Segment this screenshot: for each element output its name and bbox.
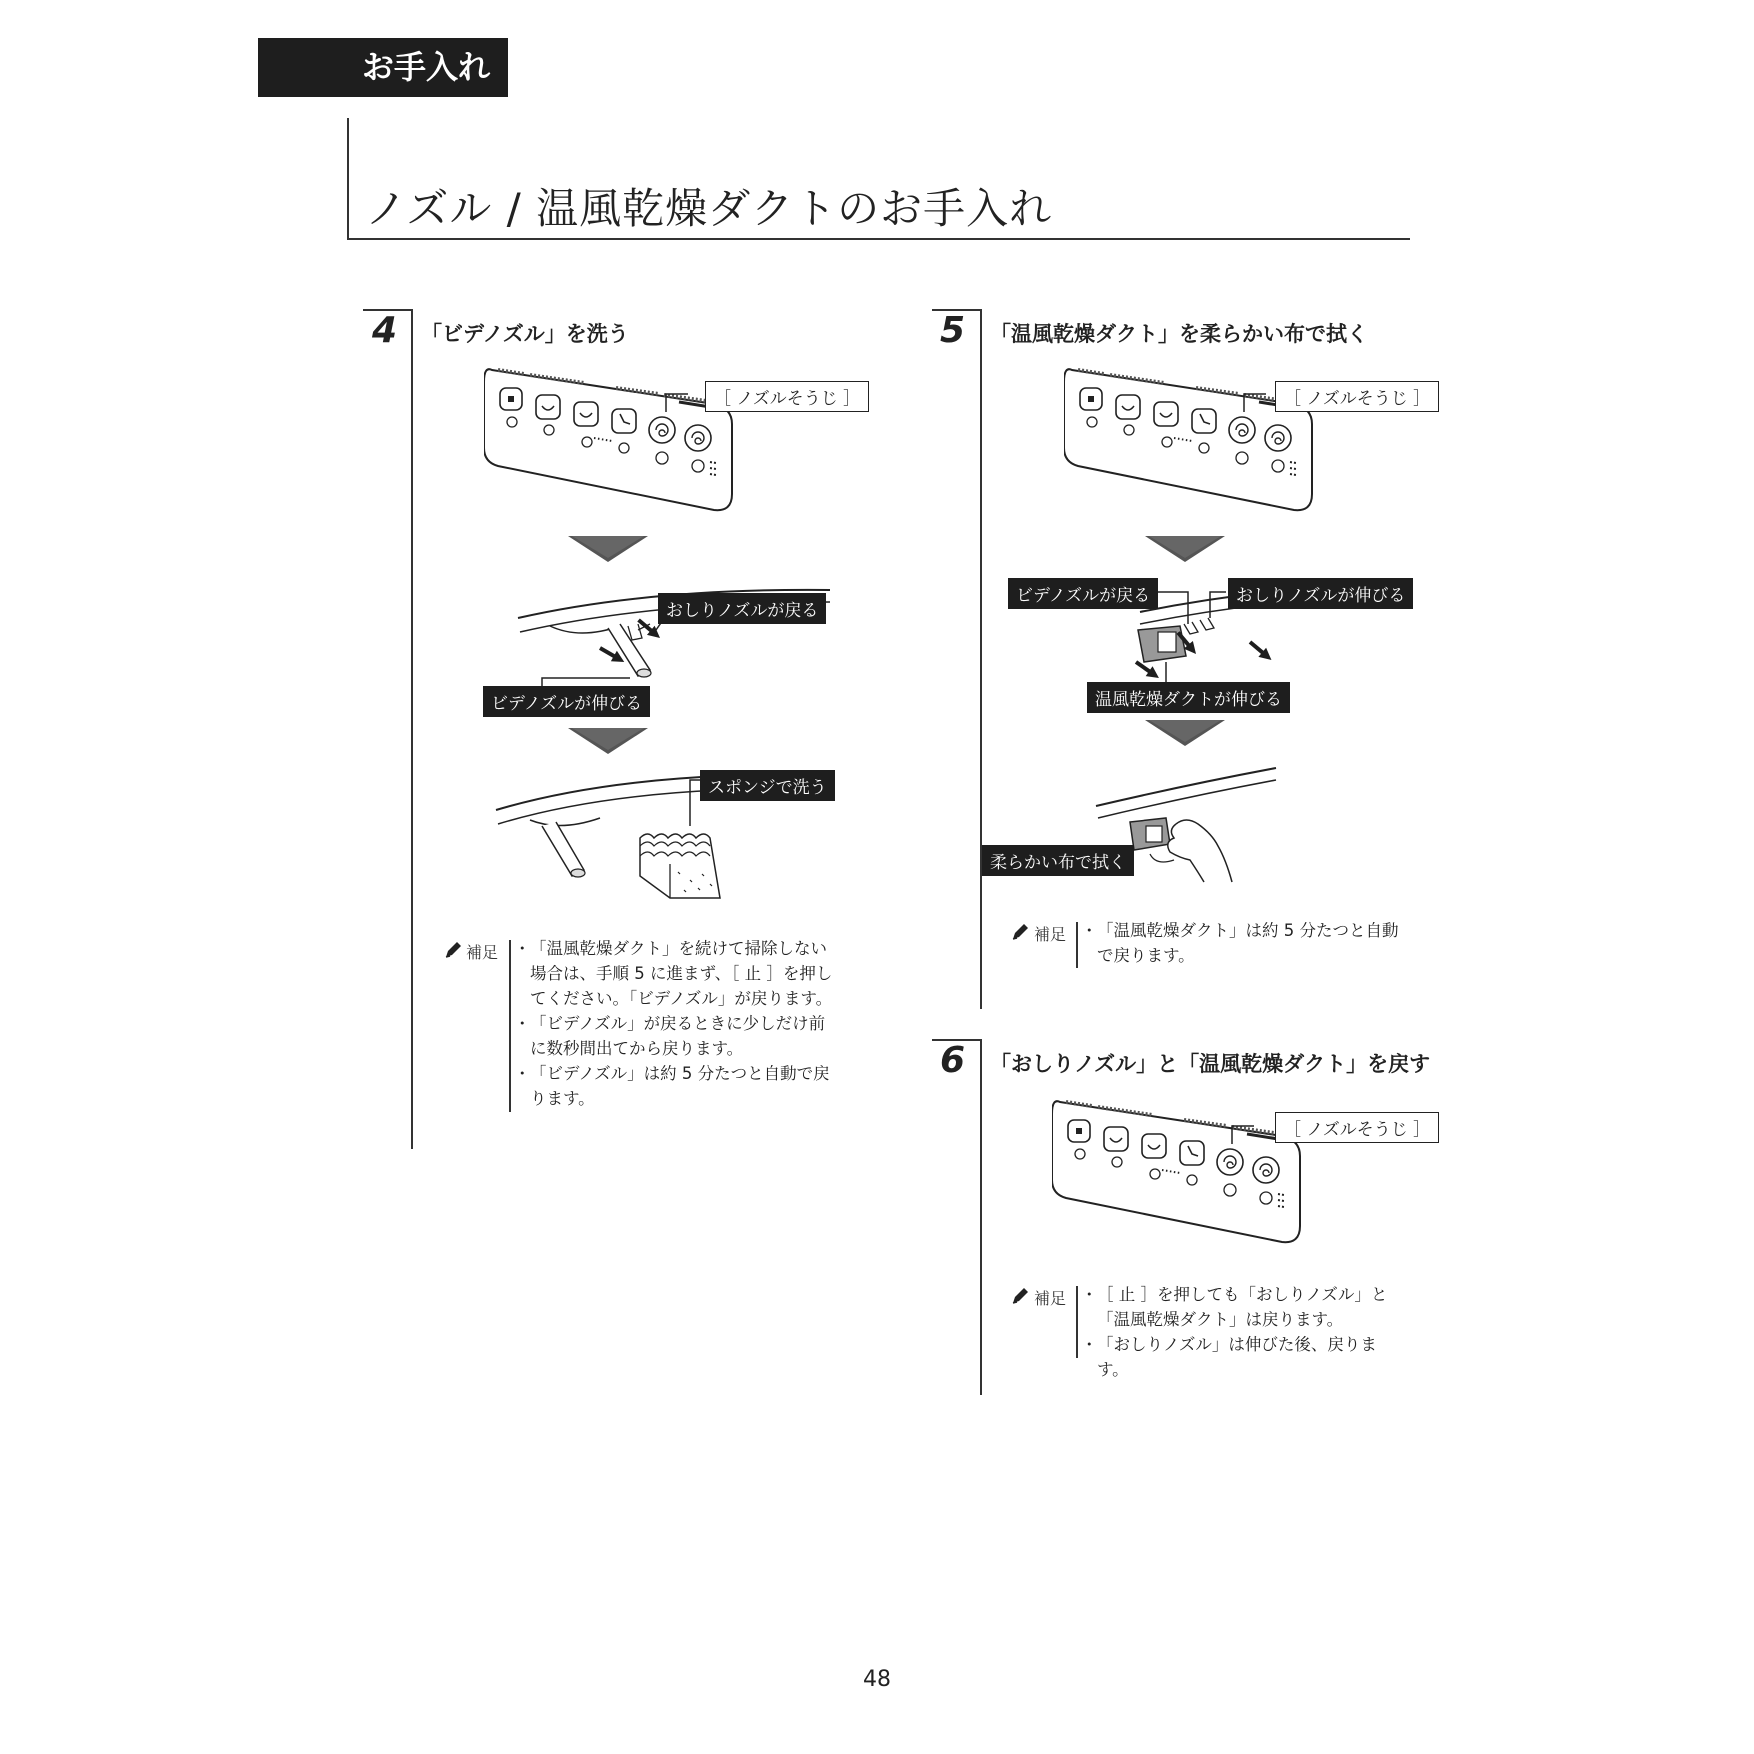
step-4-label-oshiri-return: おしりノズルが戻る [658,593,826,624]
step-4-down-arrow-1 [568,536,648,564]
note-item: ・ 「ビデノズル」が戻るときに少しだけ前に数秒間出てから戻ります。 [516,1011,836,1061]
note-item: ・ 「ビデノズル」は約 5 分たつと自動で戻ります。 [516,1061,836,1111]
step-6-title: 「おしりノズル」と「温風乾燥ダクト」を戻す [990,1052,1431,1076]
step-5-note-bar [1076,922,1078,968]
step-4-vline [411,309,413,1149]
step-5-down-arrow-2 [1145,720,1225,748]
step-5-nozzle-clean-callout: ［ ノズルそうじ ］ [1275,381,1439,412]
note-item: ・ 「おしりノズル」は伸びた後、戻ります。 [1083,1332,1403,1382]
step-6-note-bar [1076,1286,1078,1358]
title-rule-horizontal [347,238,1410,240]
note-item: ・ ［ 止 ］を押しても「おしりノズル」と「温風乾燥ダクト」は戻ります。 [1083,1282,1403,1332]
step-4-sponge-illustration [490,768,730,908]
step-4-label-sponge-wash: スポンジで洗う [700,770,835,801]
step-6-nozzle-clean-callout: ［ ノズルそうじ ］ [1275,1112,1439,1143]
step-6-number: 6 [940,1040,966,1081]
step-5-down-arrow-1 [1145,536,1225,564]
pencil-icon [1010,922,1030,942]
step-6-note-list [1083,1282,1403,1382]
step-4-title: 「ビデノズル」を洗う [421,322,629,346]
pencil-icon [443,940,463,960]
step-5-label-duct-extend: 温風乾燥ダクトが伸びる [1087,682,1290,713]
step-5-callout-leader [1238,378,1268,418]
step-5-number: 5 [940,310,966,351]
step-5-vline [980,309,982,1009]
step-5-label-oshiri-extend: おしりノズルが伸びる [1228,578,1413,609]
step-4-callout-leader [660,378,690,418]
step-4-note-list [516,936,836,1111]
page-number: 48 [863,1667,891,1692]
pencil-icon [1010,1286,1030,1306]
step-4-down-arrow-2 [568,728,648,756]
step-4-note-head: 補足 [466,943,499,962]
step-4-number: 4 [372,310,398,351]
step-5-label-bidet-return: ビデノズルが戻る [1008,578,1158,609]
note-item: ・ 「温風乾燥ダクト」は約 5 分たつと自動で戻ります。 [1083,918,1403,968]
step-6-note-head: 補足 [1034,1289,1067,1308]
step-5-label-wipe-cloth: 柔らかい布で拭く [982,845,1134,876]
step-5-note-list [1083,918,1403,968]
step-4-note-bar [509,940,511,1112]
step-6-callout-leader [1226,1110,1256,1150]
section-tab: お手入れ [258,38,508,97]
title-rule-vertical [347,118,349,240]
note-item: ・ 「温風乾燥ダクト」を続けて掃除しない場合は、手順 5 に進まず、［ 止 ］を押してください。「ビデノズル」が戻ります。 [516,936,836,1011]
step-4-label-bidet-extend: ビデノズルが伸びる [483,686,650,717]
step-5-note-head: 補足 [1034,925,1067,944]
page-title: ノズル / 温風乾燥ダクトのお手入れ [365,184,1053,233]
step-5-title: 「温風乾燥ダクト」を柔らかい布で拭く [990,322,1368,346]
step-6-remote-illustration [1052,1094,1312,1254]
step-4-nozzle-clean-callout: ［ ノズルそうじ ］ [705,381,869,412]
step-6-vline [980,1039,982,1395]
